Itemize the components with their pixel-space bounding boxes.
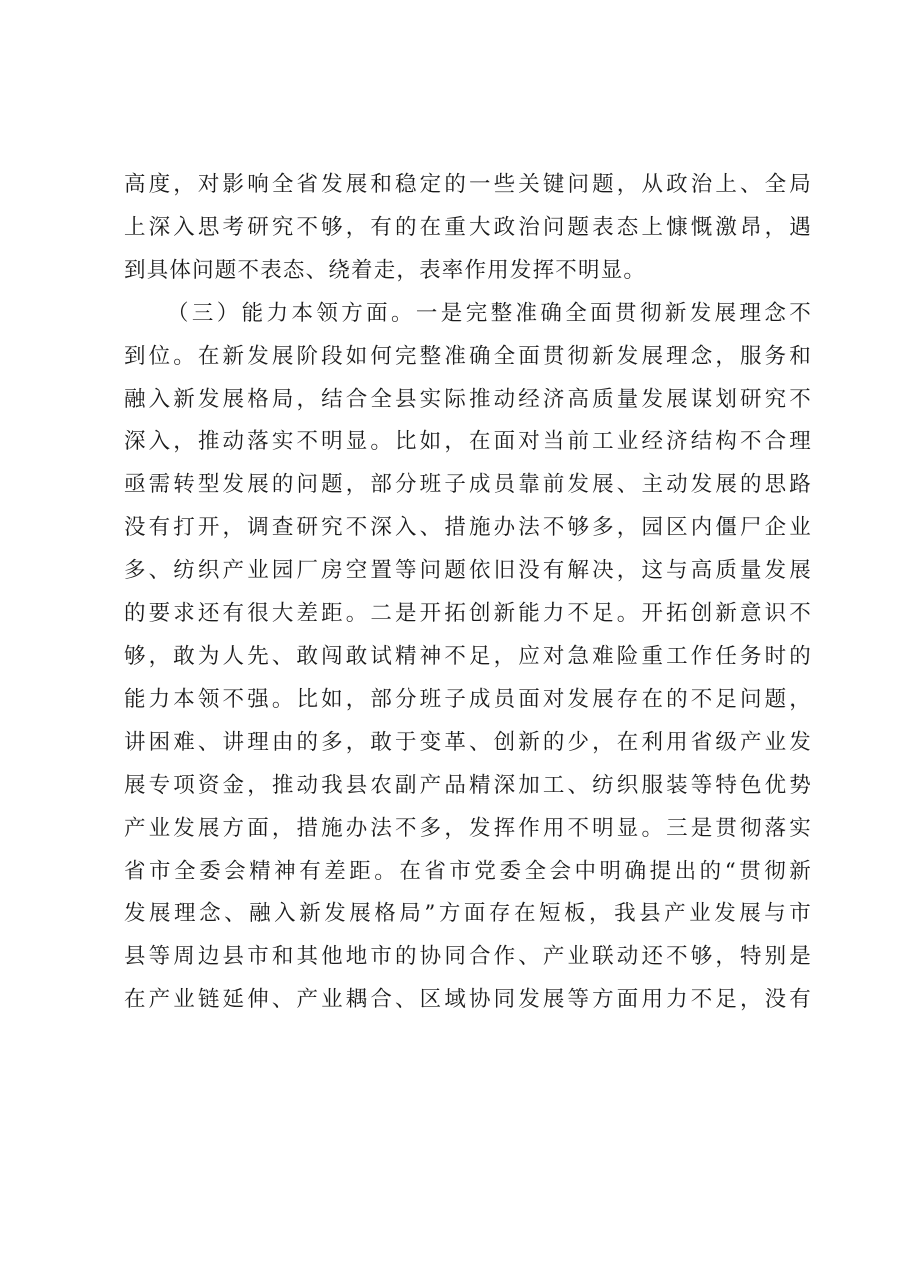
text-line: 讲困难、讲理由的多，敢于变革、创新的少，在利用省级产业发 <box>124 729 812 755</box>
text-line: 到具体问题不表态、绕着走，表率作用发挥不明显。 <box>124 257 647 283</box>
text-line: 省市全委会精神有差距。在省市党委全会中明确提出的“贯彻新 <box>124 858 812 884</box>
text-line: 展专项资金，推动我县农副产品精深加工、纺织服装等特色优势 <box>124 772 812 798</box>
text-line: 够，敢为人先、敢闯敢试精神不足，应对急难险重工作任务时的 <box>124 643 812 669</box>
text-line: 到位。在新发展阶段如何完整准确全面贯彻新发展理念，服务和 <box>124 343 812 369</box>
text-line: 上深入思考研究不够，有的在重大政治问题表态上慷慨激昂，遇 <box>124 214 812 240</box>
text-line: 亟需转型发展的问题，部分班子成员靠前发展、主动发展的思路 <box>124 472 812 498</box>
text-line: 发展理念、融入新发展格局”方面存在短板，我县产业发展与市 <box>124 901 812 927</box>
text-line: 融入新发展格局，结合全县实际推动经济高质量发展谋划研究不 <box>124 386 812 412</box>
text-line: 没有打开，调查研究不深入、措施办法不够多，园区内僵尸企业 <box>124 515 812 541</box>
text-line: 深入，推动落实不明显。比如，在面对当前工业经济结构不合理 <box>124 429 812 455</box>
text-line: 在产业链延伸、产业耦合、区域协同发展等方面用力不足，没有 <box>124 987 812 1013</box>
text-line: 能力本领不强。比如，部分班子成员面对发展存在的不足问题， <box>124 686 812 712</box>
text-line: 的要求还有很大差距。二是开拓创新能力不足。开拓创新意识不 <box>124 601 812 627</box>
text-line: 产业发展方面，措施办法不多，发挥作用不明显。三是贯彻落实 <box>124 815 812 841</box>
text-line: 多、纺织产业园厂房空置等问题依旧没有解决，这与高质量发展 <box>124 558 812 584</box>
document-body <box>124 164 812 1022</box>
paragraph-1 <box>124 164 812 293</box>
text-line: 高度，对影响全省发展和稳定的一些关键问题，从政治上、全局 <box>124 172 812 197</box>
text-line: （三）能力本领方面。一是完整准确全面贯彻新发展理念不 <box>167 300 812 326</box>
text-line: 县等周边县市和其他地市的协同合作、产业联动还不够，特别是 <box>124 944 812 970</box>
paragraph-2 <box>124 293 812 1022</box>
